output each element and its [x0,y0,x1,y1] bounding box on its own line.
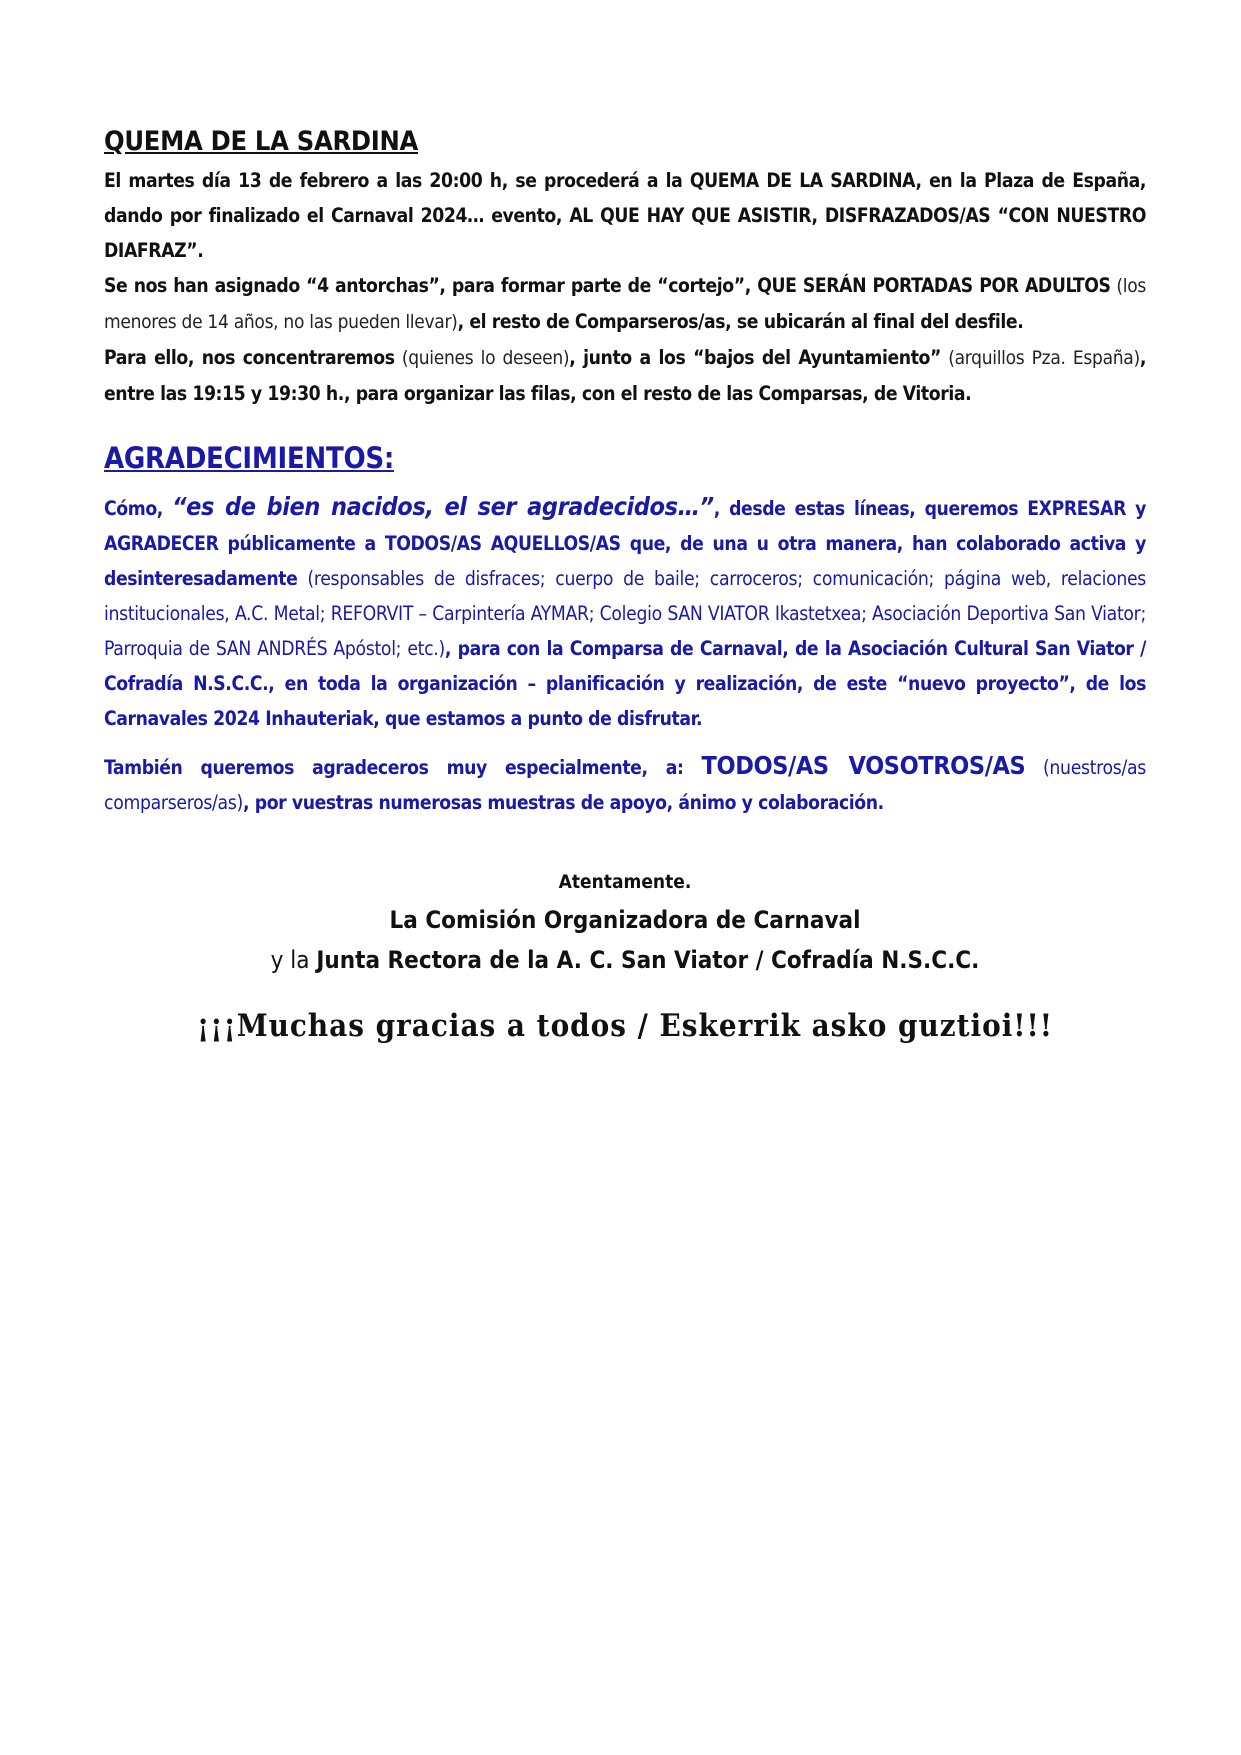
closing-thanks: ¡¡¡Muchas gracias a todos / Eskerrik asko guztioi!!! [196,1008,1054,1044]
quema-p3-e: , entre las 19:15 y 19:30 h., para organizar las filas, con el resto de las Comparsas, de Vitoria. [104,346,1146,405]
signature-line-1: Atentamente. [558,871,692,893]
document-content [104,126,1146,1044]
signature-line-2: La Comisión Organizadora de Carnaval [389,906,861,934]
signature-line-3-prefix: y la [270,946,317,974]
agr-p1-d: (responsables de disfraces; cuerpo de baile; carroceros; comunicación; página web, relaciones institucionales, A.C. Metal; REFORVIT – Carpintería AYMAR; Colegio SAN VIATOR Ikastetxea; Asociación Deportiva San Viator; Parroquia de SAN ANDRÉS Apóstol; etc.) [104,567,1146,660]
quema-p3-d: (arquillos Pza. España) [940,347,1140,369]
agr-p1-quote: “es de bien nacidos, el ser agradecidos…” [172,492,714,521]
signature-block [104,864,1146,980]
signature-line-3-bold: Junta Rectora de la A. C. San Viator / Cofradía N.S.C.C. [316,946,980,974]
quema-p3-c: , junto a los “bajos del Ayuntamiento” [569,346,941,369]
quema-paragraph-3 [104,340,1146,411]
agr-p2-b: TODOS/AS VOSOTROS/AS [701,751,1026,780]
quema-p3-a: Para ello, nos concentraremos [104,346,395,369]
quema-paragraph-2 [104,268,1146,340]
quema-p2-bold: Se nos han asignado “4 antorchas”, para formar parte de “cortejo”, QUE SERÁN PORTADAS POR ADULTOS [104,274,1111,297]
quema-paragraph-1: El martes día 13 de febrero a las 20:00 h, se procederá a la QUEMA DE LA SARDINA, en la Plaza de España, dando por finalizado el Carnaval 2024… evento, AL QUE HAY QUE ASISTIR, DISFRAZADOS/AS “CON NUESTRO DIAFRAZ”. [104,169,1146,262]
quema-p3-b: (quienes lo deseen) [394,347,570,369]
quema-p2-note: (los menores de 14 años, no las pueden llevar) [104,275,1146,333]
signature-line-3 [104,940,1146,980]
agr-p2-d: , por vuestras numerosas muestras de apoyo, ánimo y colaboración. [242,791,884,814]
section-title-quema: QUEMA DE LA SARDINA [104,126,418,157]
section-title-agradecimientos: AGRADECIMIENTOS: [104,441,394,475]
quema-p2-rest: , el resto de Comparseros/as, se ubicarán al final del desfile. [457,310,1024,333]
agr-p1-e: , para con la Comparsa de Carnaval, de la Asociación Cultural San Viator / Cofradía N.S.C.C., en toda la organización – planificación y realización, de este “nuevo proyecto”, de los Carnavales 2024 Inhauteriak, que estamos a punto de disfrutar. [104,637,1146,730]
agradecimientos-paragraph-1 [104,489,1146,736]
agr-p2-c: (nuestros/as comparseros/as) [104,756,1146,814]
agr-p2-a: También queremos agradeceros muy especialmente, a: [104,756,702,779]
agr-p1-a: Cómo, [104,497,173,520]
agr-p1-c: , desde estas líneas, queremos EXPRESAR y AGRADECER públicamente a TODOS/AS AQUELLOS/AS que, de una u otra manera, han colaborado activa y desinteresadamente [104,497,1146,590]
agradecimientos-paragraph-2 [104,748,1146,820]
